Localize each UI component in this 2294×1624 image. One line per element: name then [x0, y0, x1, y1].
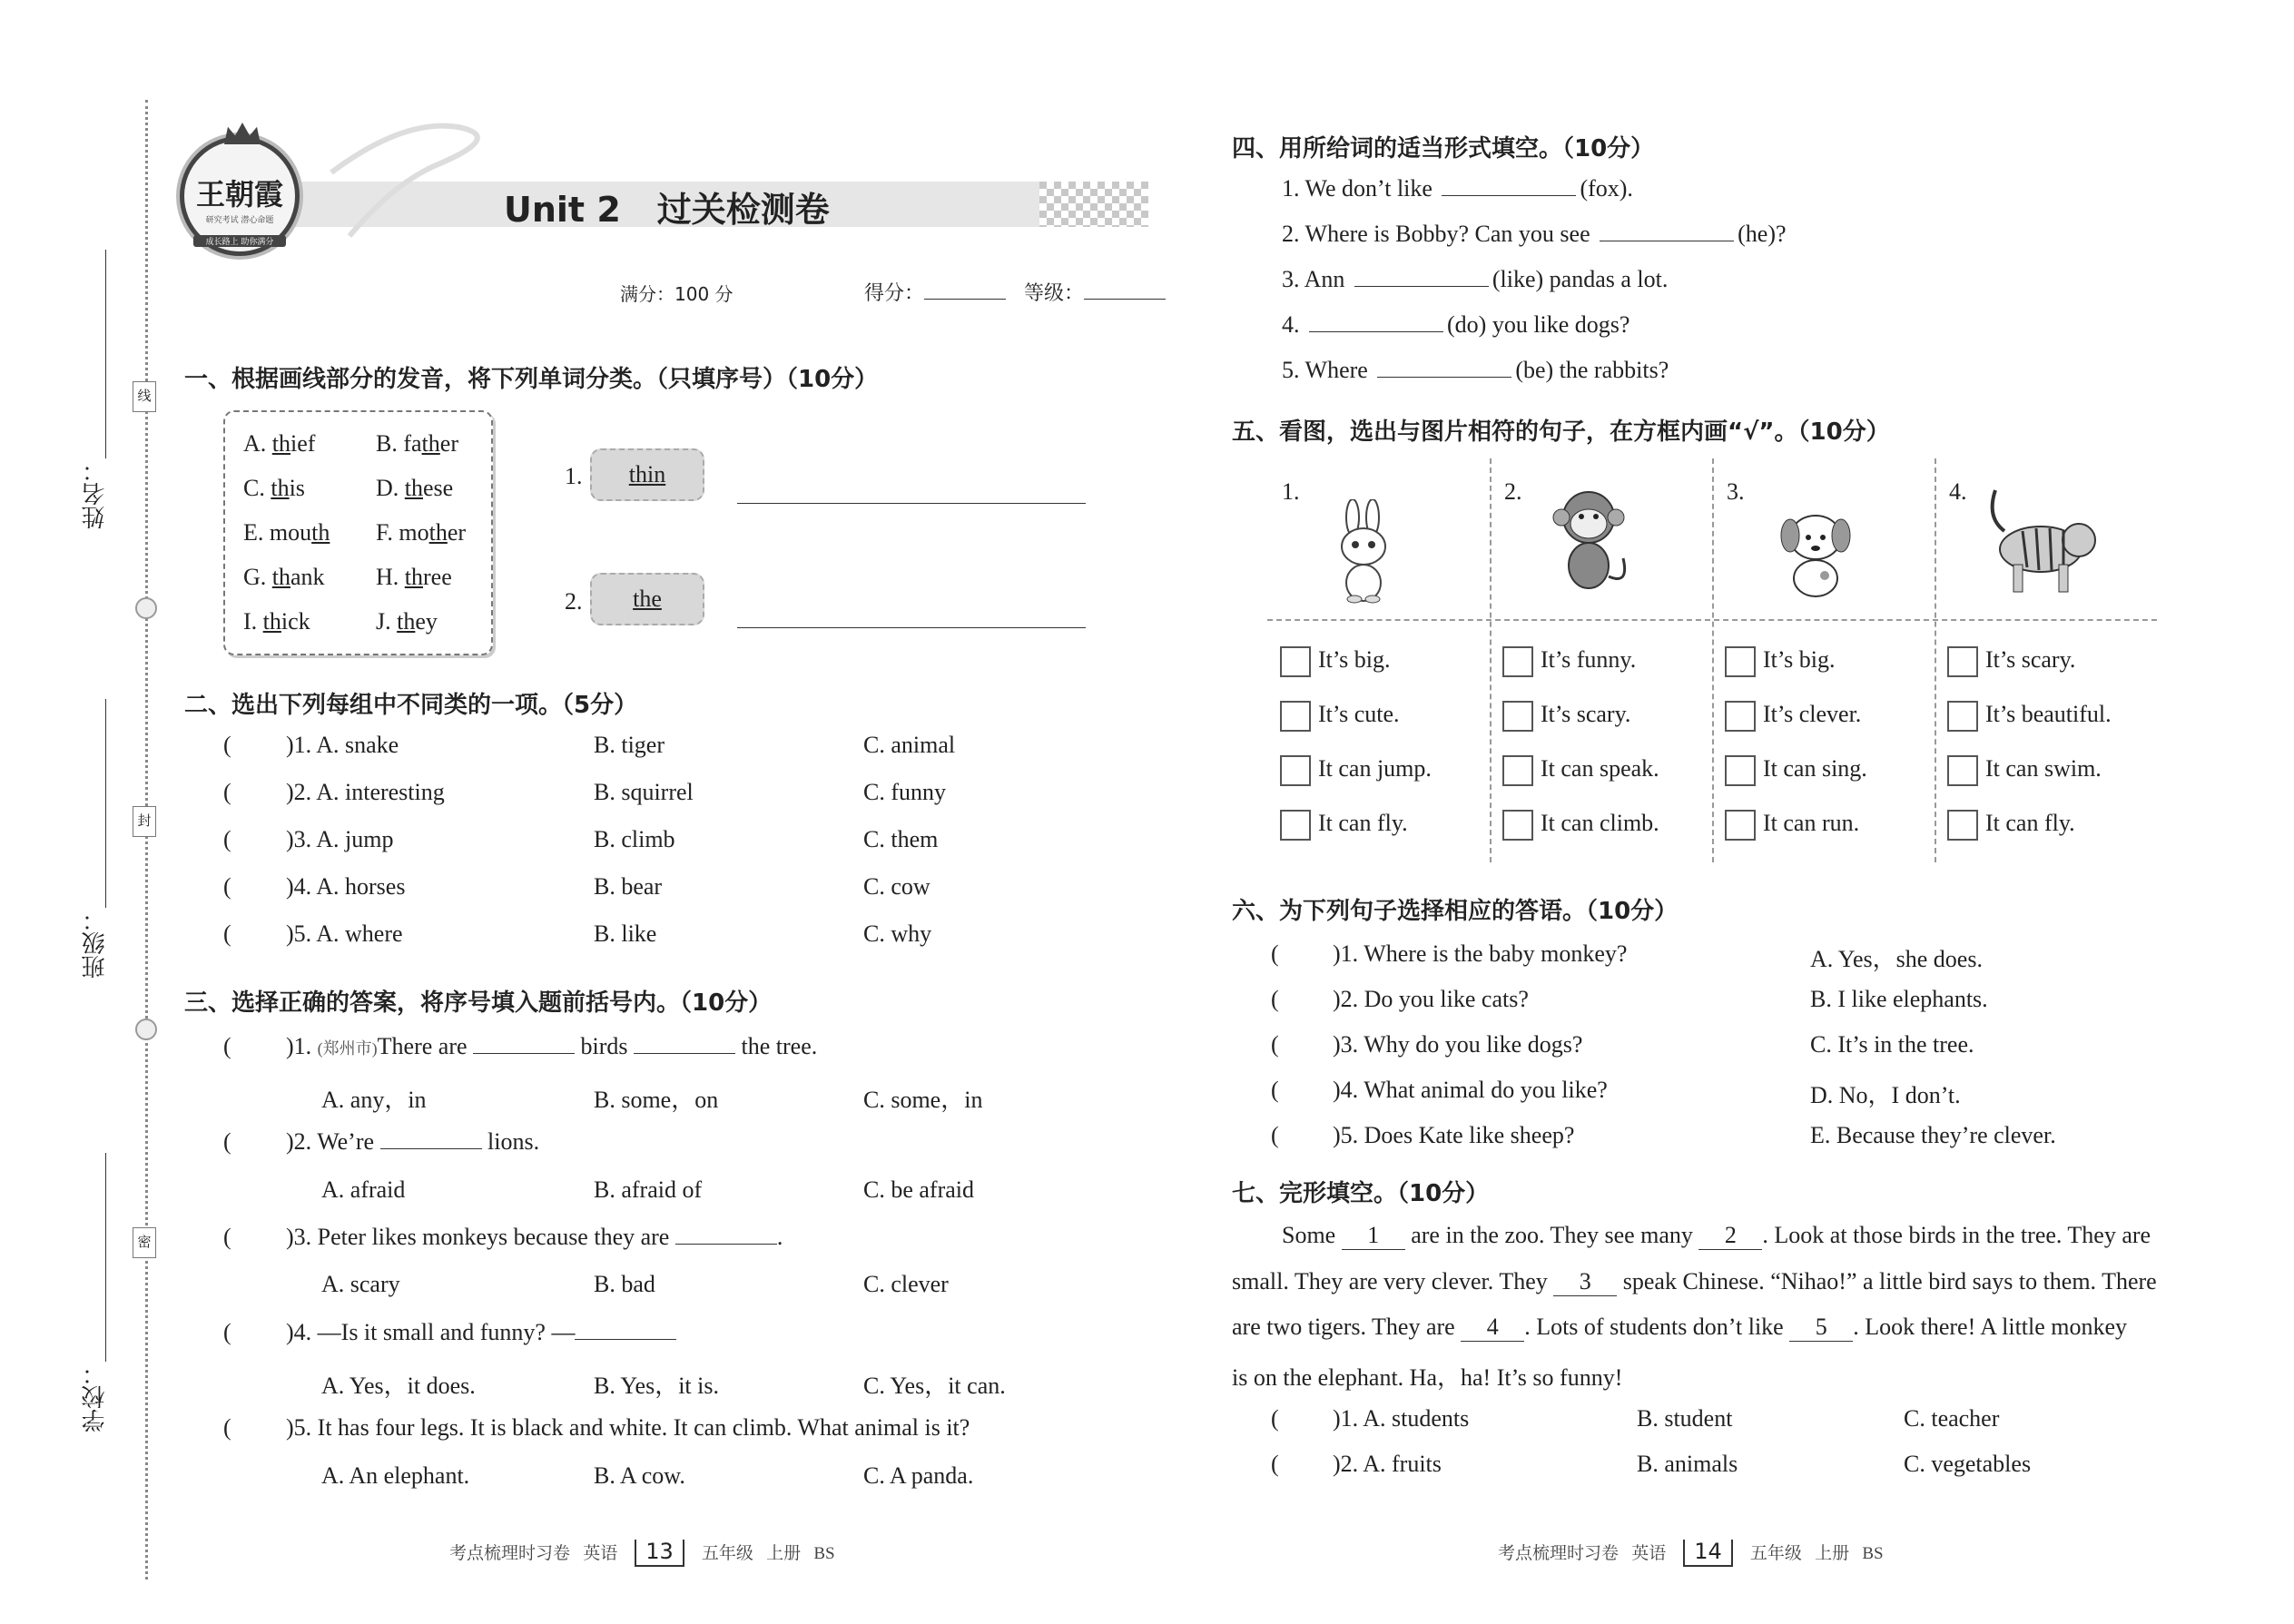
s2-option-a: )5. A. where [286, 920, 403, 947]
school-field-line [105, 1153, 106, 1362]
s7-option-c: C. teacher [1904, 1405, 2000, 1432]
cloze-blank-3[interactable]: 3 [1553, 1268, 1617, 1296]
pill2-answer-line[interactable] [737, 627, 1086, 628]
pill2 [590, 573, 704, 625]
cloze-blank-2[interactable]: 2 [1698, 1222, 1762, 1250]
class-label: 班级： [82, 908, 109, 979]
s2-option-c: C. them [863, 826, 939, 852]
s3-q3: )3. Peter likes monkeys because they are . [286, 1224, 783, 1250]
s3-q3-opt-a: A. scary [321, 1271, 400, 1297]
s2-option-c: C. why [863, 920, 932, 947]
s3-q3-paren[interactable]: ( [223, 1224, 231, 1250]
word-item: B. father [376, 430, 458, 457]
s7-option-b: B. animals [1637, 1451, 1738, 1477]
s5-checkbox[interactable] [1725, 701, 1756, 732]
s2-option-b: B. climb [594, 826, 675, 852]
s5-option: It’s clever. [1725, 701, 1861, 732]
s5-option: It’s beautiful. [1947, 701, 2112, 732]
s6-question: )4. What animal do you like? [1333, 1077, 1608, 1103]
word-item: F. mother [376, 519, 467, 546]
s4-blank[interactable] [1354, 267, 1489, 287]
picture-number: 3. [1727, 478, 1745, 505]
seal-mark-3: 密 [133, 1227, 156, 1258]
title-label: 过关检测卷 [656, 190, 830, 230]
s2-paren[interactable]: ( [223, 873, 231, 900]
s2-option-c: C. cow [863, 873, 930, 900]
s2-option-a: )2. A. interesting [286, 779, 445, 805]
pill1-number: 1. [565, 463, 583, 489]
section7-title: 七、完形填空。（10分） [1232, 1180, 1490, 1207]
s6-paren[interactable]: ( [1271, 940, 1279, 967]
s5-checkbox[interactable] [1280, 755, 1311, 786]
s5-checkbox[interactable] [1502, 701, 1533, 732]
s5-checkbox[interactable] [1725, 646, 1756, 677]
word-item: J. they [376, 608, 438, 635]
grade-input[interactable] [1084, 280, 1166, 300]
section4-title: 四、用所给词的适当形式填空。（10分） [1232, 135, 1655, 162]
class-field-line [105, 699, 106, 908]
s6-answer: A. Yes，she does. [1810, 946, 1983, 972]
s6-paren[interactable]: ( [1271, 1031, 1279, 1058]
s5-option: It can climb. [1502, 810, 1659, 841]
s2-option-a: )4. A. horses [286, 873, 406, 900]
s5-checkbox[interactable] [1725, 810, 1756, 841]
s2-option-a: )1. A. snake [286, 732, 399, 758]
grade-field [1024, 278, 1166, 306]
school-label: 学校： [82, 1362, 109, 1432]
s6-question: )3. Why do you like dogs? [1333, 1031, 1583, 1058]
section6-title: 六、为下列句子选择相应的答语。（10分） [1232, 898, 1679, 925]
s5-option: It’s cute. [1280, 701, 1400, 732]
cloze-line-3: are two tigers. They are 4 . Lots of students don’t like 5 . Look there! A little monkey [1232, 1314, 2128, 1340]
s5-checkbox[interactable] [1725, 755, 1756, 786]
word-item: E. mouth [243, 519, 330, 546]
score-field [864, 278, 1006, 306]
s2-option-b: B. like [594, 920, 657, 947]
page-title [504, 182, 830, 231]
s4-blank[interactable] [1377, 358, 1511, 378]
s5-option: It’s big. [1725, 646, 1835, 677]
s2-option-c: C. funny [863, 779, 946, 805]
dog-image [1770, 501, 1861, 601]
footer-left: 考点梳理时习卷 英语 13 五年级 上册 BS [449, 1540, 835, 1567]
s4-question: 2. Where is Bobby? Can you see (he)? [1282, 221, 1787, 247]
s6-question: )5. Does Kate like sheep? [1333, 1122, 1575, 1148]
s5-option: It can sing. [1725, 755, 1867, 786]
picture-number: 4. [1949, 478, 1967, 505]
s3-q3-opt-b: B. bad [594, 1271, 655, 1297]
s4-question: 3. Ann (like) pandas a lot. [1282, 266, 1669, 292]
s6-answer: E. Because they’re clever. [1810, 1122, 2056, 1148]
s7-paren[interactable]: ( [1271, 1451, 1279, 1477]
score-input[interactable] [924, 280, 1006, 300]
word-item: C. this [243, 475, 305, 501]
s4-question: 5. Where (be) the rabbits? [1282, 357, 1669, 383]
s3-q4-opt-a: A. Yes，it does. [321, 1373, 476, 1399]
brand-name: 王朝霞 [195, 177, 283, 212]
s4-question: 4. (do) you like dogs? [1282, 311, 1630, 338]
s5-option: It’s big. [1280, 646, 1390, 677]
seal-mark-1: 线 [133, 381, 156, 412]
s3-q1-opt-b: B. some，on [594, 1087, 719, 1113]
section2-title: 二、选出下列每组中不同类的一项。（5分） [184, 692, 638, 719]
word-item: H. three [376, 564, 452, 590]
s5-checkbox[interactable] [1947, 755, 1978, 786]
cloze-line-1: Some 1 are in the zoo. They see many 2 . Look at those birds in the tree. They are [1282, 1222, 2151, 1248]
s2-option-b: B. squirrel [594, 779, 694, 805]
word-item: G. thank [243, 564, 325, 590]
s6-question: )1. Where is the baby monkey? [1333, 940, 1628, 967]
s3-q1-paren[interactable]: ( [223, 1033, 231, 1059]
s4-question: 1. We don’t like (fox). [1282, 175, 1633, 202]
s7-option-a: )1. A. students [1333, 1405, 1470, 1432]
s3-q4-opt-c: C. Yes，it can. [863, 1373, 1006, 1399]
s6-paren[interactable]: ( [1271, 1122, 1279, 1148]
cloze-blank-4[interactable]: 4 [1461, 1314, 1524, 1342]
brand-logo [180, 136, 300, 256]
pill2-word: the [633, 586, 662, 612]
s5-checkbox[interactable] [1947, 646, 1978, 677]
s5-option: It’s scary. [1947, 646, 2075, 677]
margin-ornament-1 [135, 597, 157, 619]
picture-number: 2. [1504, 478, 1522, 505]
s5-checkbox[interactable] [1947, 701, 1978, 732]
s3-q4: )4. —Is it small and funny? — [286, 1319, 676, 1346]
section3-title: 三、选择正确的答案，将序号填入题前括号内。（10分） [184, 989, 773, 1017]
s3-q1: )1. (郑州市)There are birds the tree. [286, 1033, 818, 1059]
name-label: 姓名： [82, 458, 109, 529]
cloze-blank-1[interactable]: 1 [1342, 1222, 1405, 1250]
s5-option: It can fly. [1947, 810, 2075, 841]
s3-q2: )2. We’re lions. [286, 1128, 540, 1155]
word-item: A. thief [243, 430, 316, 457]
section1-title: 一、根据画线部分的发音，将下列单词分类。（只填序号）（10分） [184, 366, 879, 393]
s6-answer: B. I like elephants. [1810, 986, 1988, 1012]
s3-q5-opt-c: C. A panda. [863, 1462, 974, 1489]
s2-paren[interactable]: ( [223, 779, 231, 805]
s2-option-a: )3. A. jump [286, 826, 394, 852]
s3-q1-opt-c: C. some，in [863, 1087, 983, 1113]
s6-question: )2. Do you like cats? [1333, 986, 1529, 1012]
s5-checkbox[interactable] [1280, 646, 1311, 677]
grade-label: 等级： [1024, 282, 1085, 305]
s4-blank[interactable] [1442, 176, 1576, 196]
s3-q1-opt-a: A. any，in [321, 1087, 427, 1113]
s3-q5-opt-b: B. A cow. [594, 1462, 685, 1489]
section5-title: 五、看图，选出与图片相符的句子，在方框内画“√”。（10分） [1232, 418, 1890, 446]
s3-q2-paren[interactable]: ( [223, 1128, 231, 1155]
full-score: 满分：100 分 [620, 283, 733, 305]
s5-checkbox[interactable] [1280, 810, 1311, 841]
picture-number: 1. [1282, 478, 1300, 505]
cloze-line-2: small. They are very clever. They 3 speak Chinese. “Nihao!” a little bird says to them. There [1232, 1268, 2157, 1294]
word-item: D. these [376, 475, 454, 501]
page-number-13: 13 [635, 1540, 684, 1567]
s5-option: It can swim. [1947, 755, 2102, 786]
s5-option: It can speak. [1502, 755, 1659, 786]
s3-q5: )5. It has four legs. It is black and white. It can climb. What animal is it? [286, 1414, 970, 1441]
s5-checkbox[interactable] [1502, 646, 1533, 677]
cloze-line-4: is on the elephant. Ha，ha! It’s so funny! [1232, 1364, 1623, 1391]
s3-q4-opt-b: B. Yes，it is. [594, 1373, 719, 1399]
s5-option: It’s funny. [1502, 646, 1636, 677]
s5-checkbox[interactable] [1947, 810, 1978, 841]
s3-q5-opt-a: A. An elephant. [321, 1462, 470, 1489]
s5-checkbox[interactable] [1502, 755, 1533, 786]
footer-right: 考点梳理时习卷 英语 14 五年级 上册 BS [1498, 1540, 1884, 1567]
s4-blank[interactable] [1600, 221, 1734, 241]
s5-option: It can run. [1725, 810, 1859, 841]
s7-option-c: C. vegetables [1904, 1451, 2032, 1477]
page-number-14: 14 [1683, 1540, 1733, 1567]
s2-option-c: C. animal [863, 732, 956, 758]
margin-ornament-2 [135, 1019, 157, 1040]
s2-paren[interactable]: ( [223, 920, 231, 947]
s3-q2-opt-c: C. be afraid [863, 1176, 975, 1203]
s6-paren[interactable]: ( [1271, 986, 1279, 1012]
s5-option: It can jump. [1280, 755, 1432, 786]
s2-paren[interactable]: ( [223, 732, 231, 758]
s5-checkbox[interactable] [1502, 810, 1533, 841]
s6-answer: D. No，I don’t. [1810, 1082, 1961, 1108]
unit-label: Unit 2 [504, 190, 621, 230]
s5-checkbox[interactable] [1280, 701, 1311, 732]
pill1-answer-line[interactable] [737, 503, 1086, 504]
binding-dotted-line [145, 100, 148, 1580]
s3-q2-opt-b: B. afraid of [594, 1176, 703, 1203]
word-item: I. thick [243, 608, 310, 635]
s2-option-b: B. tiger [594, 732, 665, 758]
s2-option-b: B. bear [594, 873, 663, 900]
tiger-image [1977, 481, 2104, 604]
s5-option: It can fly. [1280, 810, 1408, 841]
s3-q4-paren[interactable]: ( [223, 1319, 231, 1345]
pill1 [590, 448, 704, 501]
s7-option-b: B. student [1637, 1405, 1733, 1432]
name-field-line [105, 250, 106, 458]
rabbit-image [1327, 499, 1400, 604]
s7-paren[interactable]: ( [1271, 1405, 1279, 1432]
pill1-word: thin [628, 461, 666, 487]
brand-motto: 研究考试 潜心命题 [205, 216, 274, 225]
s3-q2-opt-a: A. afraid [321, 1176, 406, 1203]
seal-mark-2: 封 [133, 806, 156, 837]
s3-q3-opt-c: C. clever [863, 1271, 949, 1297]
monkey-image [1543, 486, 1634, 599]
s5-option: It’s scary. [1502, 701, 1630, 732]
pill2-number: 2. [565, 588, 583, 615]
s6-paren[interactable]: ( [1271, 1077, 1279, 1103]
s4-blank[interactable] [1309, 312, 1443, 332]
s3-q5-paren[interactable]: ( [223, 1414, 231, 1441]
brand-ribbon: 成长路上 助你满分 [193, 235, 286, 247]
s6-answer: C. It’s in the tree. [1810, 1031, 1974, 1058]
s7-option-a: )2. A. fruits [1333, 1451, 1442, 1477]
score-label: 得分： [864, 282, 925, 305]
cloze-blank-5[interactable]: 5 [1789, 1314, 1853, 1342]
s2-paren[interactable]: ( [223, 826, 231, 852]
